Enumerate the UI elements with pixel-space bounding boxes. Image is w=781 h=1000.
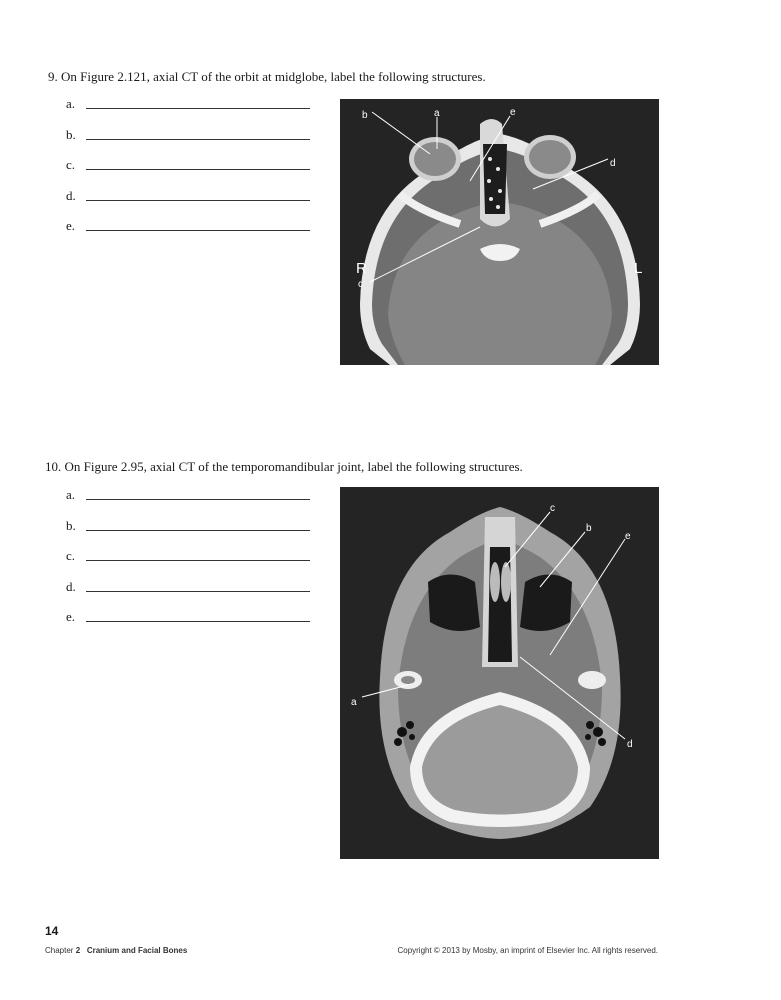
orbit-right-marker: R xyxy=(356,260,367,277)
answer-letter: b. xyxy=(66,126,76,142)
answer-blank xyxy=(86,499,310,500)
answer-letter: b. xyxy=(66,517,76,533)
answer-line-b[interactable] xyxy=(66,518,316,549)
question-9-answer-list xyxy=(66,96,316,249)
tmj-label-b: b xyxy=(586,523,592,534)
answer-blank xyxy=(86,169,310,170)
page-number: 14 xyxy=(45,924,59,938)
orbit-label-c: c xyxy=(358,279,363,290)
answer-blank xyxy=(86,108,310,109)
orbit-label-e: e xyxy=(510,107,516,118)
answer-blank xyxy=(86,530,310,531)
orbit-ct-drawing xyxy=(340,99,659,365)
chapter-number: 2 xyxy=(75,946,81,955)
question-10-text: 10. On Figure 2.95, axial CT of the temporomandibular joint, label the following structures. xyxy=(45,459,523,474)
answer-letter: e. xyxy=(66,218,76,233)
orbit-label-b: b xyxy=(362,110,368,121)
answer-letter: d. xyxy=(66,187,76,203)
chapter-prefix: Chapter xyxy=(45,946,74,955)
answer-blank xyxy=(86,560,310,561)
tmj-label-c: c xyxy=(550,503,555,514)
tmj-label-d: d xyxy=(627,739,633,750)
copyright-notice: Copyright © 2013 by Mosby, an imprint of Elsevier Inc. All rights reserved. xyxy=(397,946,658,955)
answer-letter: a. xyxy=(66,96,76,111)
tmj-label-a: a xyxy=(351,697,357,708)
answer-letter: c. xyxy=(66,548,76,563)
answer-line-a[interactable] xyxy=(66,96,316,127)
answer-blank xyxy=(86,591,310,592)
question-9-text: 9. On Figure 2.121, axial CT of the orbit at midglobe, label the following structures. xyxy=(48,69,486,84)
answer-line-e[interactable] xyxy=(66,609,316,640)
tmj-label-e: e xyxy=(625,531,631,542)
orbit-label-a: a xyxy=(434,108,440,119)
orbit-ct-image xyxy=(340,99,659,365)
answer-letter: a. xyxy=(66,487,76,502)
answer-line-c[interactable] xyxy=(66,548,316,579)
chapter-title: Cranium and Facial Bones xyxy=(86,946,188,955)
answer-line-d[interactable] xyxy=(66,579,316,610)
answer-blank xyxy=(86,230,310,231)
orbit-left-marker: L xyxy=(634,260,643,277)
answer-blank xyxy=(86,139,310,140)
answer-line-d[interactable] xyxy=(66,188,316,219)
answer-letter: e. xyxy=(66,609,76,624)
answer-blank xyxy=(86,200,310,201)
answer-letter: c. xyxy=(66,157,76,172)
answer-letter: d. xyxy=(66,578,76,594)
answer-line-c[interactable] xyxy=(66,157,316,188)
question-10-answer-list xyxy=(66,487,316,640)
tmj-ct-image xyxy=(340,487,659,859)
answer-line-b[interactable] xyxy=(66,127,316,158)
tmj-ct-drawing xyxy=(340,487,659,859)
answer-line-a[interactable] xyxy=(66,487,316,518)
answer-line-e[interactable] xyxy=(66,218,316,249)
chapter-footer xyxy=(45,946,187,955)
answer-blank xyxy=(86,621,310,622)
orbit-label-d: d xyxy=(610,158,616,169)
